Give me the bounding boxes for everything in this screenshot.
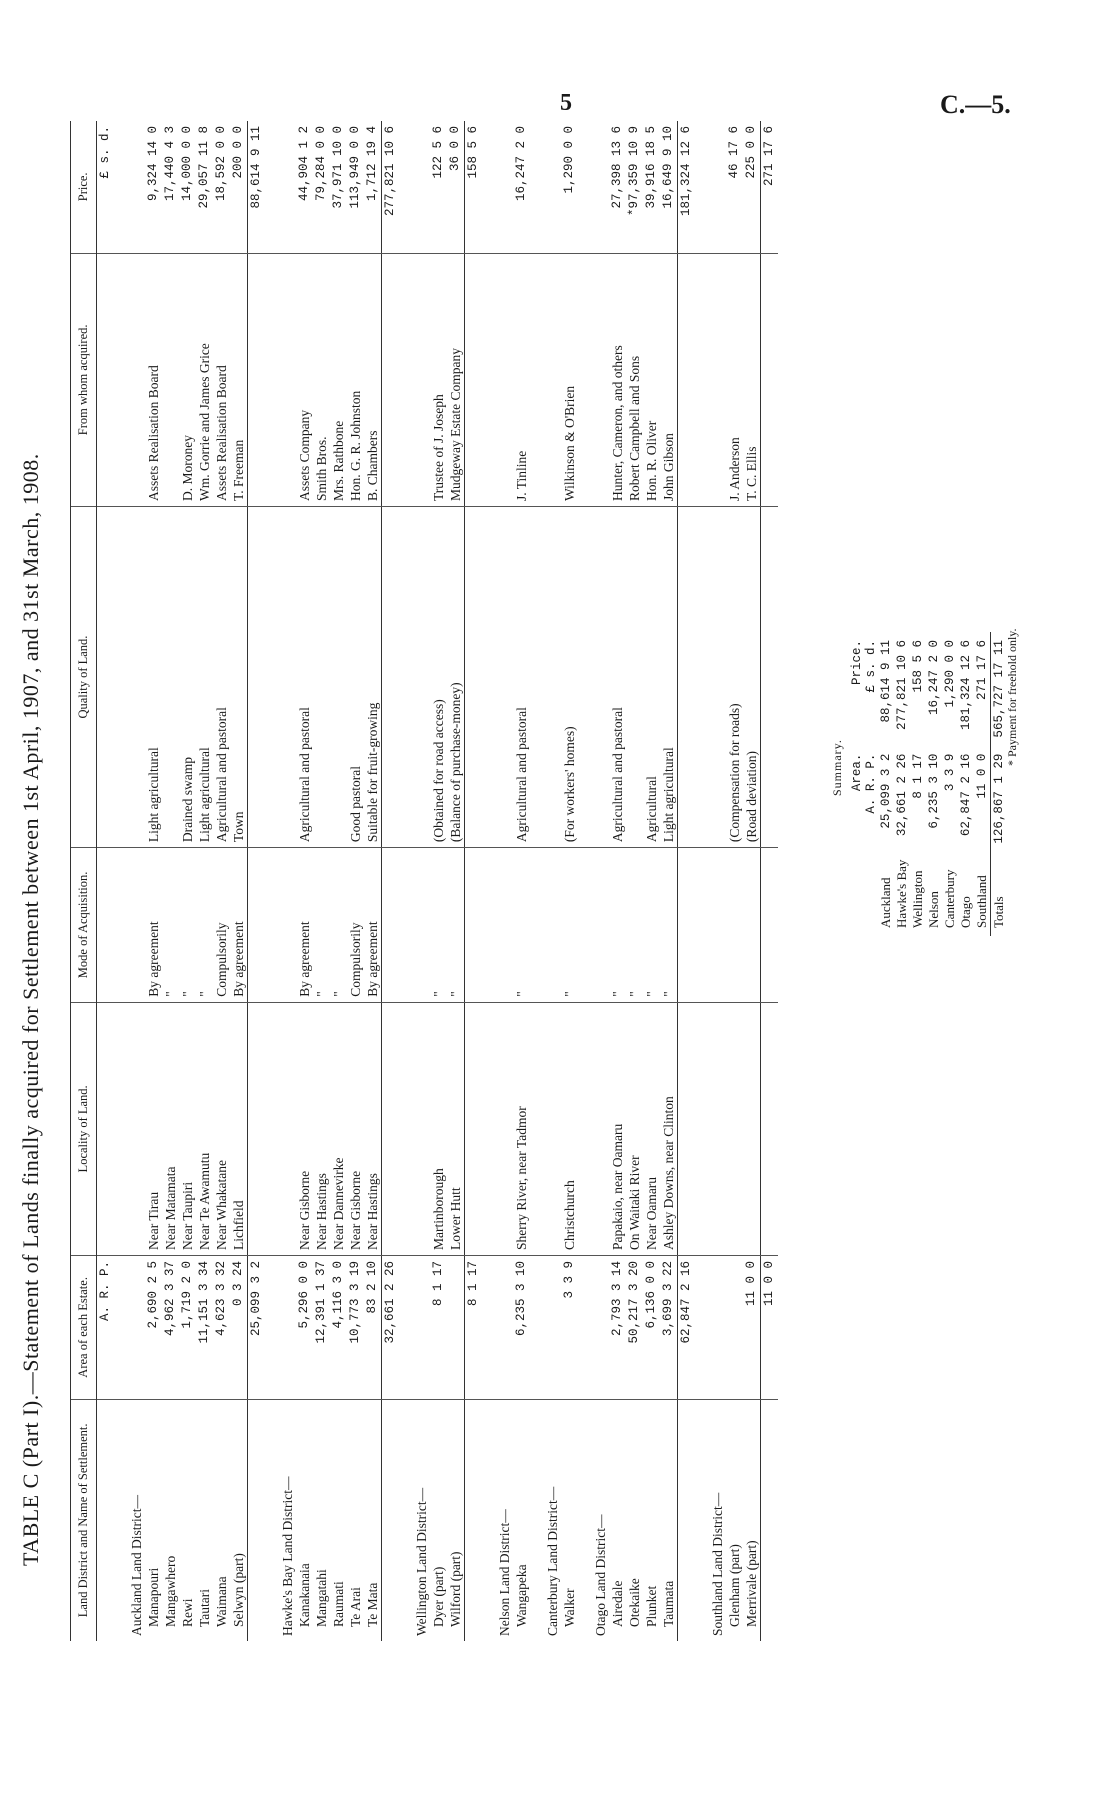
cell-quality: (Road deviation): [743, 507, 761, 848]
cell-from: Hon. R. Oliver: [643, 253, 660, 506]
cell-from: T. C. Ellis: [743, 253, 761, 506]
table-row: [162, 121, 179, 1641]
cell-mode: [726, 848, 743, 1003]
cell-area: 83 2 10: [364, 1256, 382, 1400]
cell-quality: (For workers' homes): [561, 507, 578, 848]
cell-price: 37,971 10 0: [330, 121, 347, 253]
cell-price: 27,398 13 6: [609, 121, 626, 253]
cell-area: 5,296 0 0: [296, 1256, 313, 1400]
summary-name: Nelson: [926, 891, 941, 928]
summary-price: 181,324 12 6: [959, 640, 973, 731]
cell-from: J. Anderson: [726, 253, 743, 506]
cell-price: 113,949 0 0: [347, 121, 364, 253]
cell-locality: Near Hastings: [364, 1002, 382, 1255]
cell-price: 16,649 9 10: [660, 121, 678, 253]
col-area-header: Area of each Estate.: [71, 1256, 97, 1400]
district-total-price: 277,821 10 6: [382, 121, 400, 253]
summary-row: [910, 632, 926, 936]
summary-area: 32,661 2 26: [895, 753, 909, 837]
cell-locality: Near Gisborne: [347, 1002, 364, 1255]
cell-name: Te Mata: [365, 1582, 380, 1627]
summary-name: Otago: [958, 896, 973, 928]
table-row: [313, 121, 330, 1641]
summary-area: 11 0 0: [975, 753, 989, 799]
cell-from: Smith Bros.: [313, 253, 330, 506]
cell-mode: Compulsorily: [347, 848, 364, 1003]
table-body: [97, 121, 779, 1641]
table-row: [296, 121, 313, 1641]
cell-area: 11 0 0: [743, 1256, 761, 1400]
cell-from: Trustee of J. Joseph: [430, 253, 447, 506]
summary-price-units: £ s. d.: [864, 640, 878, 693]
district-name: Wellington Land District—: [414, 1487, 429, 1636]
cell-name: Taumata: [661, 1580, 676, 1627]
cell-area: 11,151 3 34: [196, 1256, 213, 1400]
cell-mode: ": [447, 848, 465, 1003]
cell-name: Selwyn (part): [231, 1553, 246, 1627]
cell-mode: By agreement: [296, 848, 313, 1003]
cell-area: 3,699 3 22: [660, 1256, 678, 1400]
cell-area: [726, 1256, 743, 1400]
cell-price: 46 17 6: [726, 121, 743, 253]
cell-quality: Light agricultural: [145, 507, 162, 848]
cell-name: Manapouri: [146, 1567, 161, 1627]
table-row: [513, 121, 530, 1641]
summary-total-area: 126,867 1 29: [991, 746, 1008, 852]
table-row: [561, 121, 578, 1641]
cell-mode: ": [313, 848, 330, 1003]
cell-from: Mrs. Rathbone: [330, 253, 347, 506]
cell-locality: Ashley Downs, near Clinton: [660, 1002, 678, 1255]
cell-area: 6,235 3 10: [513, 1256, 530, 1400]
cell-price: 9,324 14 0: [145, 121, 162, 253]
cell-quality: (Compensation for roads): [726, 507, 743, 848]
cell-mode: Compulsorily: [213, 848, 230, 1003]
cell-locality: Christchurch: [561, 1002, 578, 1255]
district-total-area: 25,099 3 2: [248, 1256, 266, 1400]
cell-from: Hon. G. R. Johnston: [347, 253, 364, 506]
cell-mode: ": [162, 848, 179, 1003]
district-total-area: 11 0 0: [761, 1256, 779, 1400]
cell-area: 8 1 17: [430, 1256, 447, 1400]
cell-locality: Sherry River, near Tadmor: [513, 1002, 530, 1255]
summary-name: Auckland: [878, 877, 893, 928]
cell-locality: On Waitaki River: [626, 1002, 643, 1255]
cell-quality: [626, 507, 643, 848]
cell-price: 1,712 19 4: [364, 121, 382, 253]
cell-price: 39,916 18 5: [643, 121, 660, 253]
cell-locality: Near Whakatane: [213, 1002, 230, 1255]
district-total-row: [465, 121, 483, 1641]
cell-from: Assets Realisation Board: [213, 253, 230, 506]
district-name: Otago Land District—: [593, 1514, 608, 1636]
lands-table: [70, 121, 778, 1641]
summary-name: Hawke's Bay: [894, 859, 909, 928]
summary-area: 62,847 2 16: [959, 753, 973, 837]
cell-mode: ": [179, 848, 196, 1003]
district-total-area: 8 1 17: [465, 1256, 483, 1400]
cell-name: Plunket: [644, 1585, 659, 1627]
district-name: Hawke's Bay Land District—: [280, 1476, 295, 1636]
cell-price: *97,359 10 9: [626, 121, 643, 253]
district-row: [530, 121, 561, 1641]
cell-name: Kanakanaia: [297, 1563, 312, 1627]
summary-price: 277,821 10 6: [895, 640, 909, 731]
cell-price: 1,290 0 0: [561, 121, 578, 253]
cell-mode: ": [660, 848, 678, 1003]
cell-from: J. Tinline: [513, 253, 530, 506]
summary-row: [878, 632, 894, 936]
summary-price: 1,290 0 0: [943, 640, 957, 708]
cell-mode: By agreement: [230, 848, 248, 1003]
cell-quality: Light agricultural: [660, 507, 678, 848]
summary-total-price: 565,727 17 11: [991, 632, 1008, 746]
cell-locality: Papakaio, near Oamaru: [609, 1002, 626, 1255]
district-row: [695, 121, 726, 1641]
cell-name: Otekaike: [627, 1578, 642, 1627]
district-name: Canterbury Land District—: [545, 1486, 560, 1636]
summary-area-units: A. R. P.: [864, 753, 878, 814]
cell-quality: (Balance of purchase-money): [447, 507, 465, 848]
cell-mode: ": [513, 848, 530, 1003]
cell-from: Assets Realisation Board: [145, 253, 162, 506]
cell-price: 29,057 11 8: [196, 121, 213, 253]
price-units: £ s. d.: [97, 121, 115, 253]
cell-locality: Near Hastings: [313, 1002, 330, 1255]
cell-name: Waimana: [214, 1576, 229, 1627]
cell-mode: By agreement: [145, 848, 162, 1003]
table-title: TABLE C (Part I).—Statement of Lands finally acquired for Settlement between 1st April, 1907, and 31st March, 1908.: [18, 453, 43, 1566]
cell-locality: Near Te Awamutu: [196, 1002, 213, 1255]
cell-quality: Agricultural and pastoral: [513, 507, 530, 848]
table-row: [145, 121, 162, 1641]
cell-price: 44,904 1 2: [296, 121, 313, 253]
summary-price-header: Price.: [850, 640, 864, 686]
cell-mode: ": [643, 848, 660, 1003]
cell-price: 36 0 0: [447, 121, 465, 253]
cell-area: 50,217 3 20: [626, 1256, 643, 1400]
col-quality-header: Quality of Land.: [71, 507, 97, 848]
cell-name: Walker: [562, 1588, 577, 1627]
summary-name: Southland: [974, 875, 989, 928]
cell-price: 18,592 0 0: [213, 121, 230, 253]
cell-area: 4,116 3 0: [330, 1256, 347, 1400]
table-row: [213, 121, 230, 1641]
summary-price: 158 5 6: [911, 640, 925, 693]
cell-quality: Agricultural and pastoral: [213, 507, 230, 848]
table-row: [179, 121, 196, 1641]
col-locality-header: Locality of Land.: [71, 1002, 97, 1255]
district-total-price: 88,614 9 11: [248, 121, 266, 253]
summary-row: [958, 632, 974, 936]
summary-area-header: Area.: [850, 753, 864, 792]
cell-area: 4,623 3 32: [213, 1256, 230, 1400]
summary-price: 88,614 9 11: [879, 640, 893, 723]
cell-price: 17,440 4 3: [162, 121, 179, 253]
district-name: Auckland Land District—: [129, 1495, 144, 1636]
cell-locality: Near Dannevirke: [330, 1002, 347, 1255]
table-header-row: [71, 121, 97, 1641]
district-total-row: [761, 121, 779, 1641]
district-total-row: [248, 121, 266, 1641]
cell-area: 6,136 0 0: [643, 1256, 660, 1400]
cell-quality: Good pastoral: [347, 507, 364, 848]
units-row: [97, 121, 115, 1641]
cell-locality: Near Tirau: [145, 1002, 162, 1255]
cell-mode: ": [561, 848, 578, 1003]
col-from-header: From whom acquired.: [71, 253, 97, 506]
cell-name: Mangatahi: [314, 1569, 329, 1627]
cell-price: 225 0 0: [743, 121, 761, 253]
district-row: [578, 121, 609, 1641]
table-row: [726, 121, 743, 1641]
cell-name: Glenham (part): [727, 1544, 742, 1627]
cell-from: D. Moroney: [179, 253, 196, 506]
district-row: [265, 121, 296, 1641]
col-district-header: Land District and Name of Settlement.: [71, 1399, 97, 1641]
cell-area: 4,962 3 37: [162, 1256, 179, 1400]
cell-from: T. Freeman: [230, 253, 248, 506]
cell-from: Hunter, Cameron, and others: [609, 253, 626, 506]
cell-from: B. Chambers: [364, 253, 382, 506]
cell-name: Tautari: [197, 1588, 212, 1627]
cell-area: 10,773 3 19: [347, 1256, 364, 1400]
cell-locality: Lower Hutt: [447, 1002, 465, 1255]
cell-quality: [313, 507, 330, 848]
col-mode-header: Mode of Acquisition.: [71, 848, 97, 1003]
table-row: [743, 121, 761, 1641]
cell-name: Airedale: [610, 1580, 625, 1627]
district-total-area: 62,847 2 16: [678, 1256, 696, 1400]
cell-mode: ": [609, 848, 626, 1003]
district-total-row: [678, 121, 696, 1641]
cell-quality: (Obtained for road access): [430, 507, 447, 848]
cell-locality: Near Gisborne: [296, 1002, 313, 1255]
summary-header-row: [850, 632, 864, 936]
summary-name: Canterbury: [942, 869, 957, 928]
cell-locality: Near Matamata: [162, 1002, 179, 1255]
document-reference: C.—5.: [940, 90, 1011, 119]
district-total-price: 181,324 12 6: [678, 121, 696, 253]
cell-mode: ": [626, 848, 643, 1003]
table-row: [330, 121, 347, 1641]
table-row: [230, 121, 248, 1641]
table-row: [364, 121, 382, 1641]
table-row: [609, 121, 626, 1641]
district-total-area: 32,661 2 26: [382, 1256, 400, 1400]
cell-from: Robert Campbell and Sons: [626, 253, 643, 506]
cell-quality: Drained swamp: [179, 507, 196, 848]
summary-totals-label: Totals: [991, 852, 1008, 936]
cell-from: Assets Company: [296, 253, 313, 506]
cell-name: Rewi: [180, 1598, 195, 1627]
table-row: [196, 121, 213, 1641]
cell-area: 3 3 9: [561, 1256, 578, 1400]
district-name: Nelson Land District—: [497, 1509, 512, 1636]
cell-name: Wangapeka: [514, 1564, 529, 1627]
district-row: [399, 121, 430, 1641]
cell-locality: [743, 1002, 761, 1255]
summary-row: [894, 632, 910, 936]
cell-from: Wm. Gorrie and James Grice: [196, 253, 213, 506]
cell-quality: Agricultural and pastoral: [609, 507, 626, 848]
district-total-price: 158 5 6: [465, 121, 483, 253]
page-number: 5: [560, 90, 572, 116]
cell-area: 12,391 1 37: [313, 1256, 330, 1400]
table-row: [347, 121, 364, 1641]
cell-name: Mangawhero: [163, 1555, 178, 1627]
district-total-row: [382, 121, 400, 1641]
summary-area: 8 1 17: [911, 753, 925, 799]
district-total-price: 271 17 6: [761, 121, 779, 253]
cell-mode: ": [196, 848, 213, 1003]
cell-area: 1,719 2 0: [179, 1256, 196, 1400]
cell-price: 14,000 0 0: [179, 121, 196, 253]
cell-locality: Near Oamaru: [643, 1002, 660, 1255]
summary-area: 25,099 3 2: [879, 753, 893, 829]
cell-locality: Lichfield: [230, 1002, 248, 1255]
cell-quality: [330, 507, 347, 848]
summary-price: 271 17 6: [975, 640, 989, 701]
table-row: [660, 121, 678, 1641]
cell-name: Te Arai: [348, 1587, 363, 1627]
district-name: Southland Land District—: [710, 1492, 725, 1636]
table-row: [643, 121, 660, 1641]
cell-price: 200 0 0: [230, 121, 248, 253]
summary-name: Wellington: [910, 870, 925, 928]
cell-name: Wilford (part): [448, 1551, 463, 1627]
district-row: [114, 121, 145, 1641]
summary-table: [850, 632, 1007, 936]
summary-area: 3 3 9: [943, 753, 957, 792]
footnote: * Payment for freehold only.: [1005, 628, 1019, 766]
cell-mode: ": [430, 848, 447, 1003]
summary-row: [942, 632, 958, 936]
cell-from: Mudgeway Estate Company: [447, 253, 465, 506]
cell-quality: [162, 507, 179, 848]
district-row: [482, 121, 513, 1641]
cell-area: 2,690 2 5: [145, 1256, 162, 1400]
cell-quality: Agricultural and pastoral: [296, 507, 313, 848]
summary-units-row: [864, 632, 878, 936]
cell-locality: Martinborough: [430, 1002, 447, 1255]
table-row: [626, 121, 643, 1641]
table-row: [430, 121, 447, 1641]
summary-row: [974, 632, 991, 936]
cell-name: Dyer (part): [431, 1566, 446, 1627]
cell-area: 0 3 24: [230, 1256, 248, 1400]
cell-from: [162, 253, 179, 506]
table-row: [447, 121, 465, 1641]
cell-from: Wilkinson & O'Brien: [561, 253, 578, 506]
cell-locality: Near Taupiri: [179, 1002, 196, 1255]
cell-area: [447, 1256, 465, 1400]
cell-mode: ": [330, 848, 347, 1003]
cell-mode: [743, 848, 761, 1003]
cell-price: 122 5 6: [430, 121, 447, 253]
cell-price: 16,247 2 0: [513, 121, 530, 253]
cell-mode: By agreement: [364, 848, 382, 1003]
cell-quality: Light agricultural: [196, 507, 213, 848]
summary-title: Summary.: [830, 739, 844, 796]
cell-from: John Gibson: [660, 253, 678, 506]
cell-name: Raumati: [331, 1581, 346, 1627]
cell-quality: Town: [230, 507, 248, 848]
col-price-header: Price.: [71, 121, 97, 253]
area-units: A. R. P.: [97, 1256, 115, 1400]
summary-area: 6,235 3 10: [927, 753, 941, 829]
summary-price: 16,247 2 0: [927, 640, 941, 716]
cell-quality: Suitable for fruit-growing: [364, 507, 382, 848]
cell-area: 2,793 3 14: [609, 1256, 626, 1400]
cell-locality: [726, 1002, 743, 1255]
summary-row: [926, 632, 942, 936]
cell-price: 79,284 0 0: [313, 121, 330, 253]
cell-name: Merrivale (part): [744, 1540, 759, 1627]
cell-quality: Agricultural: [643, 507, 660, 848]
